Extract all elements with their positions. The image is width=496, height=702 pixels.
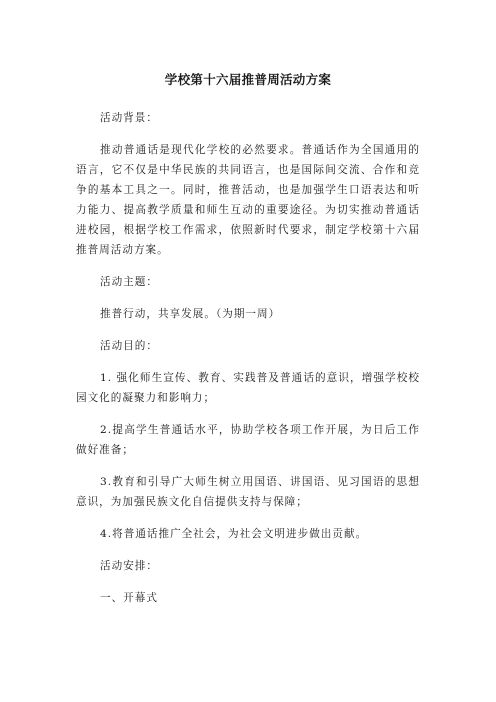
purpose-item-3: 3.教育和引导广大师生树立用国语、讲国语、见习国语的思想意识，为加强民族文化自信提供支持与保障； [76,476,420,508]
document-title: 学校第十六届推普周活动方案 [164,72,332,87]
purpose-item-2: 2.提高学生普通话水平，协助学校各项工作开展，为日后工作做好准备； [76,424,420,456]
paragraph-background: 推动普通话是现代化学校的必然要求。普通话作为全国通用的语言，它不仅是中华民族的共同语言，也是国际间交流、合作和竞争的基本工具之一。同时，推普活动，也是加强学生口语表达和听力能力、提高教学质量和师生互动的重要途径。为切实推动普通话进校园，根据学校工作需求，依照新时代要求，制定学校第十六届推普周活动方案。 [76,144,420,256]
paragraph-theme: 推普行动，共享发展。（为期一周） [100,308,281,320]
purpose-item-4: 4.将普通话推广全社会，为社会文明进步做出贡献。 [100,528,368,540]
section-heading-theme: 活动主题： [100,276,158,288]
purpose-item-1: 1. 强化师生宣传、教育、实践普及普通话的意识，增强学校校园文化的凝聚力和影响力； [76,372,420,404]
arrangement-item-1: 一、开幕式 [100,592,158,604]
section-heading-background: 活动背景： [100,112,158,124]
section-heading-purpose: 活动目的： [100,340,158,352]
section-heading-arrangement: 活动安排： [100,560,158,572]
document-body [76,108,420,620]
